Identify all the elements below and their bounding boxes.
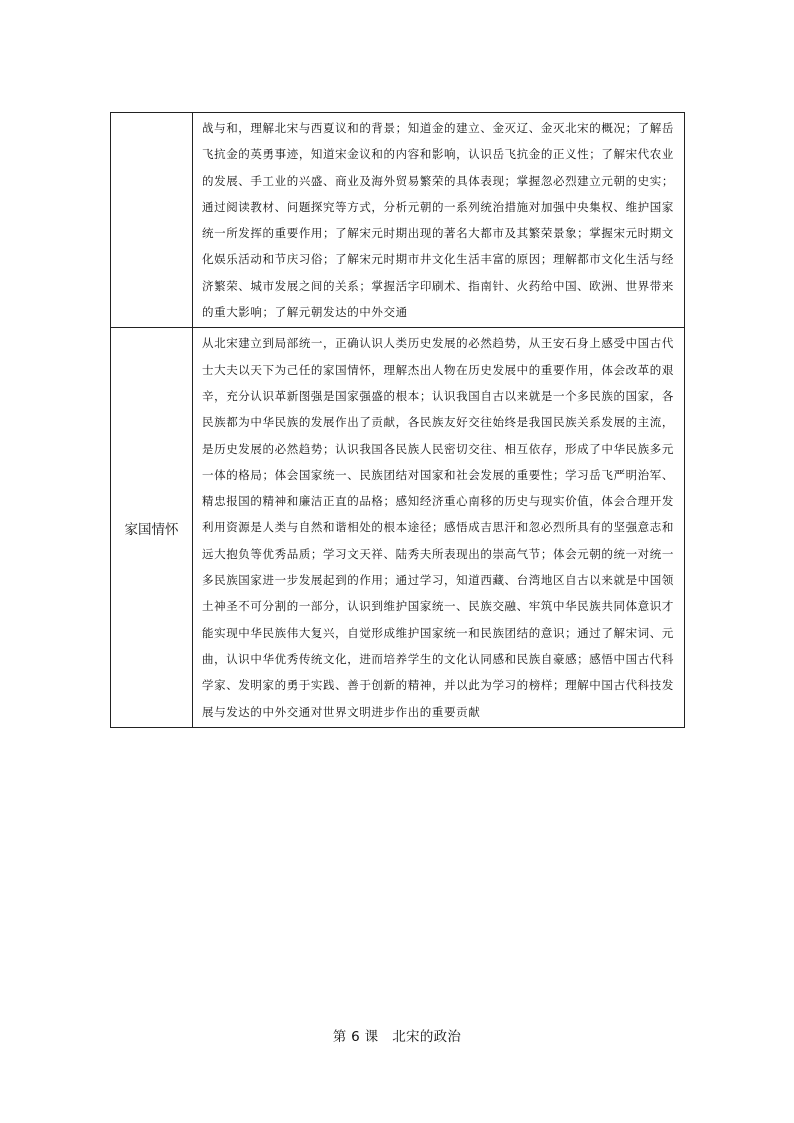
row-content-text: 从北宋建立到局部统一，正确认识人类历史发展的必然趋势，从王安石身上感受中国古代士大夫以天下为己任的家国情怀，理解杰出人物在历史发展中的重要作用，体会改革的艰辛，充分认识革新图强是国家强盛的根本；认识我国自古以来就是一个多民族的国家，各民族都为中华民族的发展作出了贡献，各民族友好交往始终是我国民族关系发展的主流，是历史发展的必然趋势；认识我国各民族人民密切交往、相互依存，形成了中华民族多元一体的格局；体会国家统一、民族团结对国家和社会发展的重要性；学习岳飞严明治军、精忠报国的精神和廉洁正直的品格；感知经济重心南移的历史与现实价值，体会合理开发利用资源是人类与自然和谐相处的根本途径；感悟成吉思汗和忽必烈所具有的坚强意志和远大抱负等优秀品质；学习文天祥、陆秀夫所表现出的崇高气节；体会元朝的统一对统一多民族国家进一步发展起到的作用；通过学习，知道西藏、台湾地区自古以来就是中国领土神圣不可分割的一部分，认识到维护国家统一、民族交融、牢筑中华民族共同体意识才能实现中华民族伟大复兴，自觉形成维护国家统一和民族团结的意识；通过了解宋词、元曲，认识中华优秀传统文化，进而培养学生的文化认同感和民族自豪感；感悟中国古代科学家、发明家的勇于实践、善于创新的精神，并以此为学习的榜样；理解中国古代科技发展与发达的中外交通对世界文明进步作出的重要贡献 [202,336,674,719]
objectives-table [110,112,685,728]
lesson-title: 第 6 课 北宋的政治 [332,1029,462,1045]
row-label-cell [111,113,193,328]
table-row [111,113,685,328]
row-label: 家国情怀 [124,521,179,538]
row-label-cell [111,328,193,727]
table-row [111,328,685,727]
row-content-text: 战与和，理解北宋与西夏议和的背景；知道金的建立、金灭辽、金灭北宋的概况；了解岳飞抗金的英勇事迹，知道宋金议和的内容和影响，认识岳飞抗金的正义性；了解宋代农业的发展、手工业的兴盛、商业及海外贸易繁荣的具体表现；掌握忽必烈建立元朝的史实；通过阅读教材、问题探究等方式，分析元朝的一系列统治措施对加强中央集权、维护国家统一所发挥的重要作用；了解宋元时期出现的著名大都市及其繁荣景象；掌握宋元时期文化娱乐活动和节庆习俗；了解宋元时期市井文化生活丰富的原因；理解都市文化生活与经济繁荣、城市发展之间的关系；掌握活字印刷术、指南针、火药给中国、欧洲、世界带来的重大影响；了解元朝发达的中外交通 [202,121,674,320]
row-content-cell [193,113,685,328]
row-content-cell [193,328,685,727]
